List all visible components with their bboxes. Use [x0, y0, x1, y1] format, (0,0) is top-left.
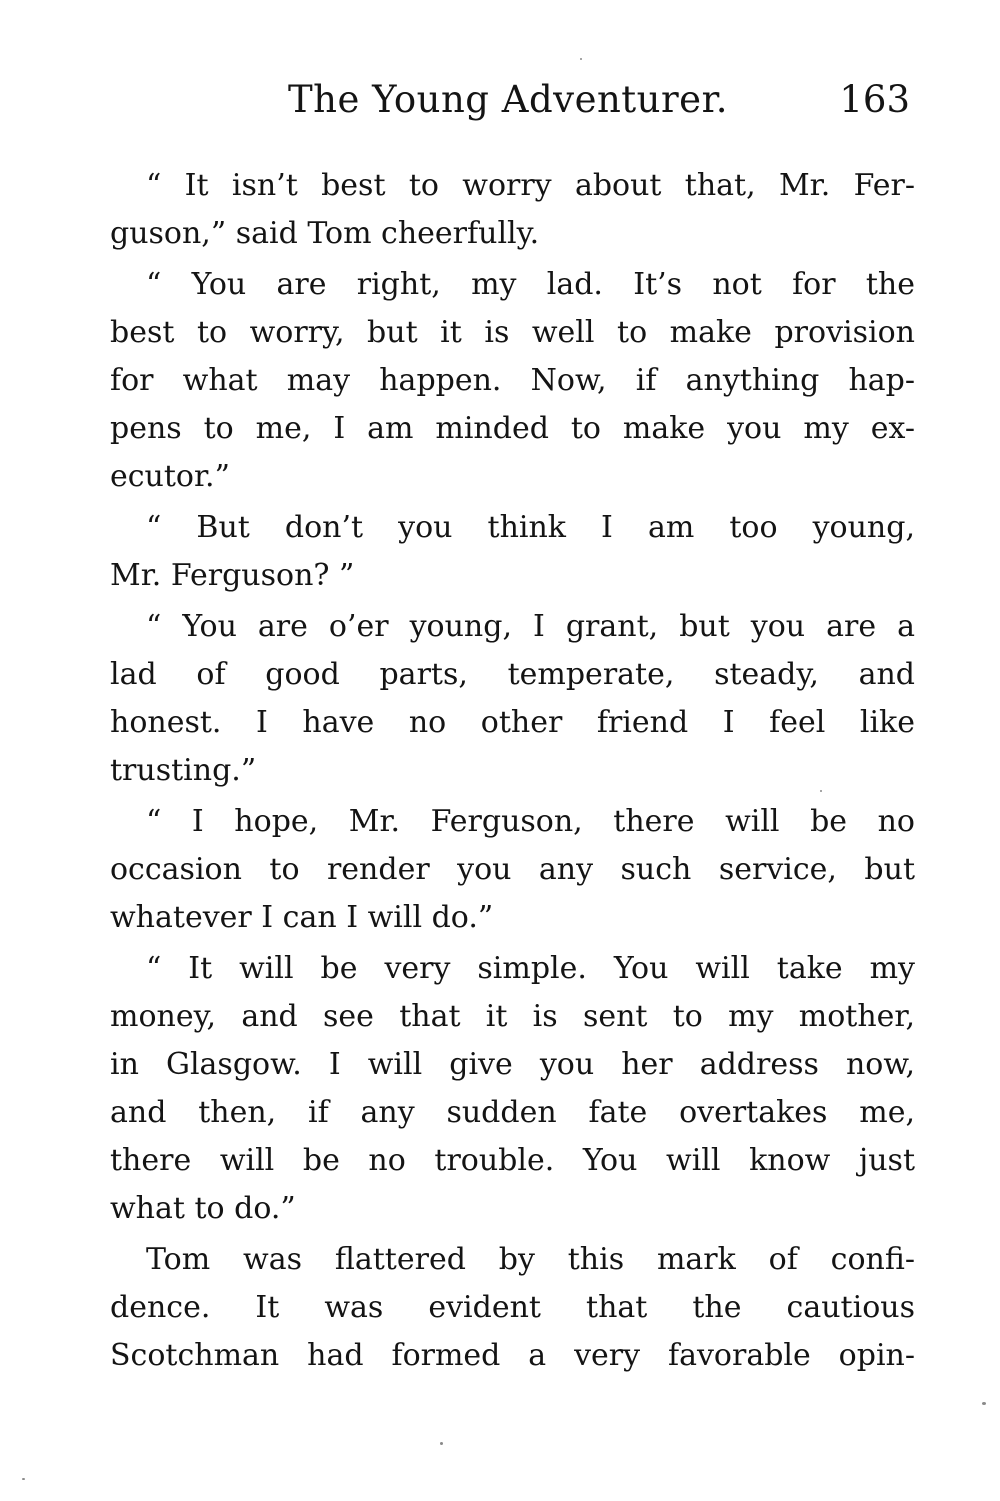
scan-speck [820, 790, 822, 792]
text-line: pens to me, I am minded to make you my ex- [110, 411, 915, 446]
body-text [110, 162, 915, 1380]
paragraph [110, 162, 915, 258]
text-line: lad of good parts, temperate, steady, and [110, 657, 915, 692]
paragraph [110, 504, 915, 600]
text-line: and then, if any sudden fate overtakes me, [110, 1095, 915, 1130]
text-line: “ You are o’er young, I grant, but you are a [146, 609, 915, 644]
running-title: The Young Adventurer. [288, 78, 728, 121]
text-line: “ It isn’t best to worry about that, Mr. Fer- [146, 168, 915, 203]
paragraph [110, 603, 915, 795]
text-line: Scotchman had formed a very favorable opin- [110, 1338, 915, 1373]
scan-speck [580, 58, 582, 60]
page-number: 163 [839, 78, 910, 121]
text-line: for what may happen. Now, if anything hap- [110, 363, 915, 398]
text-line: occasion to render you any such service, but [110, 852, 915, 887]
paragraph [110, 798, 915, 942]
scan-speck [440, 1442, 443, 1445]
scan-speck [22, 1478, 25, 1480]
text-line: whatever I can I will do.” [110, 900, 494, 935]
paragraph [110, 945, 915, 1233]
text-line: “ You are right, my lad. It’s not for the [146, 267, 915, 302]
text-line: Tom was flattered by this mark of confi- [146, 1242, 915, 1277]
text-line: Mr. Ferguson? ” [110, 558, 355, 593]
text-line: ecutor.” [110, 459, 230, 494]
text-line: dence. It was evident that the cautious [110, 1290, 915, 1325]
text-line: money, and see that it is sent to my mother, [110, 999, 915, 1034]
text-line: what to do.” [110, 1191, 296, 1226]
text-line: “ I hope, Mr. Ferguson, there will be no [146, 804, 915, 839]
text-line: there will be no trouble. You will know just [110, 1143, 915, 1178]
text-line: best to worry, but it is well to make provision [110, 315, 915, 350]
text-line: guson,” said Tom cheerfully. [110, 216, 540, 251]
text-line: trusting.” [110, 753, 257, 788]
text-line: “ But don’t you think I am too young, [146, 510, 915, 545]
scan-speck [982, 1402, 986, 1405]
page-header [110, 78, 910, 138]
text-line: “ It will be very simple. You will take my [146, 951, 915, 986]
paragraph [110, 261, 915, 501]
text-line: in Glasgow. I will give you her address now, [110, 1047, 915, 1082]
text-line: honest. I have no other friend I feel like [110, 705, 915, 740]
paragraph [110, 1236, 915, 1380]
